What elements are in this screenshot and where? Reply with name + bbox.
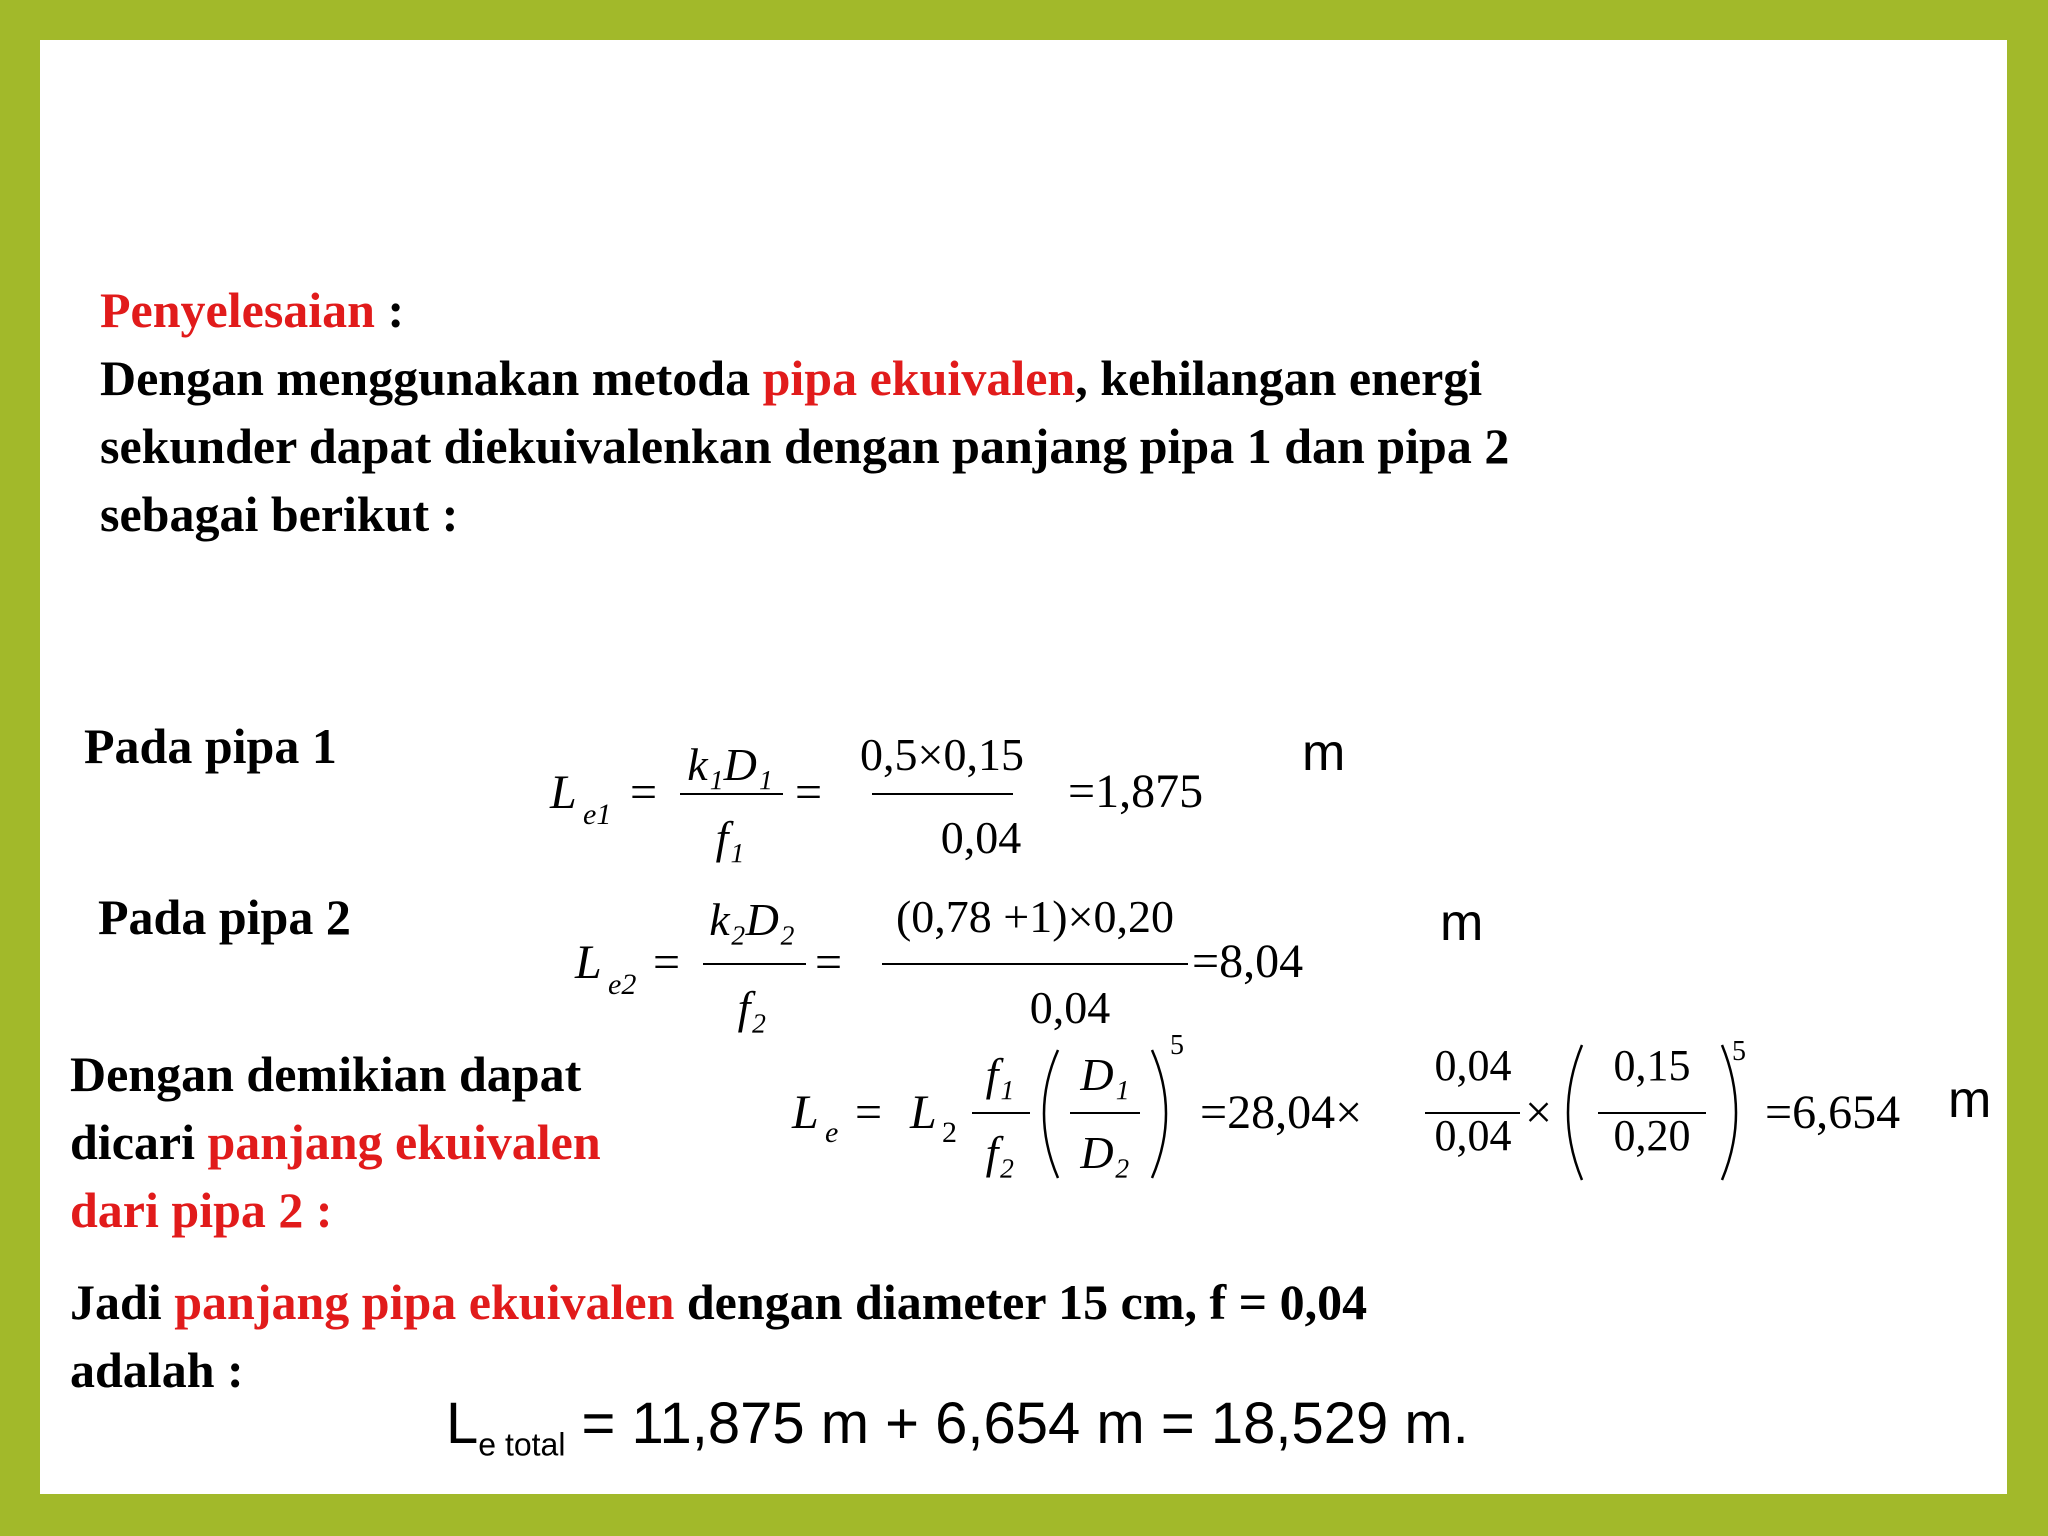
eq-lhs: L bbox=[792, 1086, 819, 1139]
total-expr: = 11,875 m + 6,654 m = 18,529 m. bbox=[565, 1391, 1469, 1456]
equivalent-highlight: panjang ekuivalen bbox=[207, 1114, 601, 1170]
eq-value: =28,04× bbox=[1200, 1086, 1363, 1139]
intro-text-2: , kehilangan energi bbox=[1075, 350, 1483, 406]
eq-f-den: f₂ bbox=[985, 1127, 1015, 1178]
intro-line-2: sekunder dapat diekuivalenkan dengan panjang pipa 1 dan pipa 2 bbox=[100, 418, 1510, 474]
conclusion-highlight: panjang pipa ekuivalen bbox=[174, 1274, 675, 1330]
eq-paren-left-2 bbox=[1568, 1045, 1582, 1180]
conclusion-text-2: dengan diameter 15 cm, f = 0,04 bbox=[674, 1274, 1368, 1330]
eq-paren-right-1 bbox=[1152, 1050, 1166, 1178]
eq-exp-1: 5 bbox=[1170, 1030, 1184, 1061]
eq-equals: = bbox=[855, 1086, 883, 1139]
intro-line-1 bbox=[100, 344, 1482, 412]
eq-d1: 0,04 bbox=[1434, 1111, 1512, 1160]
pipe1-lhs: L bbox=[550, 766, 577, 819]
conclusion-line-1 bbox=[70, 1268, 1367, 1336]
pipe1-result: =1,875 bbox=[1068, 765, 1204, 818]
eq-l2-sub: 2 bbox=[942, 1116, 957, 1149]
total-L: L bbox=[446, 1391, 479, 1456]
equivalent-formula bbox=[740, 1010, 1990, 1210]
pipe1-frac1-num: k₁D₁ bbox=[687, 739, 773, 790]
intro-highlight: pipa ekuivalen bbox=[762, 350, 1076, 406]
eq-paren-left-1 bbox=[1044, 1050, 1058, 1178]
eq-lhs-sub: e bbox=[825, 1116, 839, 1149]
eq-n1: 0,04 bbox=[1434, 1041, 1512, 1090]
pipe1-frac2-den: 0,04 bbox=[940, 812, 1022, 863]
conclusion-line-2: adalah : bbox=[70, 1342, 244, 1398]
equivalent-line-3: dari pipa 2 : bbox=[70, 1182, 333, 1238]
eq-d-den: D₂ bbox=[1080, 1127, 1130, 1178]
eq-d2: 0,20 bbox=[1613, 1111, 1691, 1160]
pipe1-eq1: = bbox=[630, 766, 658, 819]
equivalent-line-1: Dengan demikian dapat bbox=[70, 1046, 582, 1102]
eq-l2: L bbox=[910, 1086, 937, 1139]
pipe2-frac1-num: k₂D₂ bbox=[709, 894, 795, 945]
eq-f-num: f₁ bbox=[985, 1049, 1015, 1100]
eq-exp-2: 5 bbox=[1732, 1036, 1746, 1067]
pipe2-unit: m bbox=[1440, 894, 1484, 952]
equivalent-unit: m bbox=[1948, 1071, 1992, 1129]
total-expression bbox=[446, 1390, 1469, 1464]
pipe2-frac2-num: (0,78 +1)×0,20 bbox=[895, 891, 1175, 942]
pipe2-lhs-sub: e2 bbox=[608, 968, 637, 1001]
pipe2-eq2: = bbox=[815, 936, 843, 989]
conclusion-text-1: Jadi bbox=[70, 1274, 175, 1330]
total-sub: e total bbox=[478, 1426, 566, 1463]
pipe2-eq1: = bbox=[653, 936, 681, 989]
pipe2-lhs: L bbox=[575, 936, 602, 989]
pipe1-unit: m bbox=[1302, 724, 1346, 782]
pipe1-lhs-sub: e1 bbox=[583, 798, 612, 831]
eq-times: × bbox=[1525, 1086, 1553, 1139]
intro-line-3: sebagai berikut : bbox=[100, 486, 459, 542]
equivalent-text: dicari bbox=[70, 1114, 208, 1170]
pipe1-frac2-num: 0,5×0,15 bbox=[860, 729, 1024, 780]
eq-n2: 0,15 bbox=[1613, 1041, 1691, 1090]
pipe2-label: Pada pipa 2 bbox=[98, 889, 351, 945]
pipe2-frac2-den: 0,04 bbox=[1029, 982, 1111, 1033]
intro-text-1: Dengan menggunakan metoda bbox=[100, 350, 763, 406]
heading bbox=[100, 276, 404, 344]
pipe2-result: =8,04 bbox=[1192, 935, 1304, 988]
pipe2-frac1-den: f₂ bbox=[737, 982, 767, 1033]
heading-label: Penyelesaian bbox=[100, 282, 375, 338]
pipe1-eq2: = bbox=[795, 766, 823, 819]
slide bbox=[40, 40, 2007, 1494]
heading-colon: : bbox=[374, 282, 405, 338]
pipe1-frac1-den: f₁ bbox=[715, 812, 745, 863]
pipe1-label: Pada pipa 1 bbox=[84, 718, 337, 774]
eq-d-num: D₁ bbox=[1080, 1049, 1130, 1100]
equivalent-line-2 bbox=[70, 1108, 601, 1176]
eq-result: =6,654 bbox=[1765, 1086, 1901, 1139]
